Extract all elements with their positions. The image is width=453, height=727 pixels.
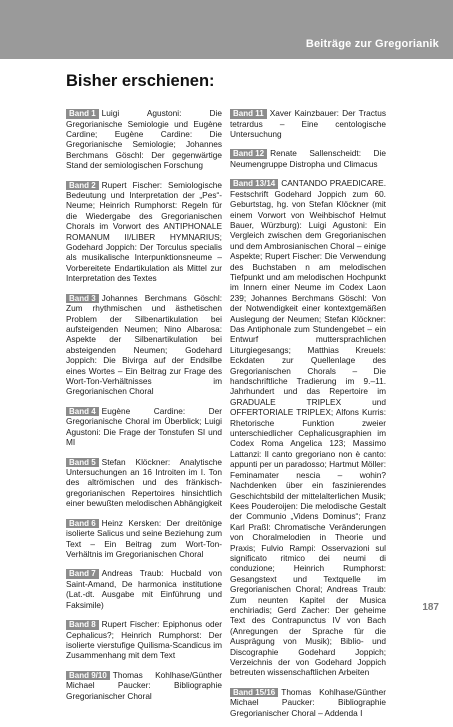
volume-description: Rupert Fischer: Semiologische Bedeutung und Interpretation der „Pes“-Neume; Heinrich Rumphorst: Regeln für die Wiedergabe des Gregorianischen Chorals im Vorwort des ANTIPHONALE ROMANUM II/LIBER HYMNARIUS; Godehard Joppich: Der Torculus specialis als musikalische Interpunktionsneume – Vorbereitete Endartikulation als Mittel zur Interpretation des Textes: [66, 179, 222, 284]
page-number: 187: [422, 602, 439, 613]
volume-badge: Band 7: [66, 569, 99, 579]
volume-entry: [66, 568, 222, 610]
volume-description: CANTANDO PRAEDICARE. Festschrift Godehard Joppich zum 60. Geburtstag, hg. von Stefan Klöckner (mit einem Vorwort von Weihbischof Helmut Bauer, Würzburg): Luigi Agustoni: Ein Vergleich zwischen dem Gregorianischen und dem Ambrosianischen Choral – einige Aspekte; Rupert Fischer: Die Verwendung des Buchstaben n am melodischen Tiefpunkt und am melodischen Hochpunkt im Innern einer Neume im Codex Laon 239; Johannes Berchmans Göschl: Von der Notwendigkeit einer kontextgemäßen Auslegung der Neumen; Stefan Klöckner: Das Antiphonale zum Stundengebet – ein Entwurf muttersprachlichen Liturgiegesangs; Matthias Kreuels: Eckdaten zur Quellenlage des Gregorianischen Chorals – Die handschriftliche Tradierung im 9.–11. Jahrhundert und das Repertoire im GRADUALE TRIPLEX und OFFERTORIALE TRIPLEX; Alfons Kurris: Rhetorische Funktion zweier unterschiedlicher Cephalicusgraphien im Codex Roma Angelica 123; Massimo Lattanzi: Il canto gregoriano non è canto: appunti per un paradosso; Hartmut Möller: Feminamater nescia – wohin? Nachdenken über ein faszinierendes Geschichtsbild der mittelalterlichen Musik; Kees Pouderoijen: Die melodische Gestalt der Communio „Videns Dominus“; Franz Karl Praßl: Chromatische Veränderungen von Choralmelodien in Theorie und Praxis; Fulvio Rampi: Osservazioni sul significato ritmico dei neumi di conduzione; Heinrich Rumphorst: Gesangstext und Textquelle im Gregorianischen Choral; Andreas Traub: Zum neunten Kapitel der Musica enchiriadis; Gerd Zacher: Der geheime Text des Contrapunctus IV von Bach (Anregungen der Sprache für die Ausprägung von Musik); Biblio- und Discographie Godehard Joppich; Verzeichnis der von Godehard Joppich betreuten wissenschaftlichen Arbeiten: [230, 178, 386, 678]
volume-entry: [66, 108, 222, 171]
volume-badge: Band 5: [66, 458, 99, 468]
volume-badge: Band 11: [230, 109, 267, 119]
volume-badge: Band 13/14: [230, 179, 278, 189]
volume-description: Heinz Kersken: Der dreitönige isolierte Salicus und seine Beziehung zum Text – Ein Beitrag zum Wort-Ton-Verhältnis im Gregorianischen Choral: [66, 517, 222, 559]
right-column: [230, 108, 386, 727]
volume-badge: Band 1: [66, 109, 99, 119]
left-column: [66, 108, 222, 710]
volume-badge: Band 12: [230, 149, 267, 159]
volume-description: Rupert Fischer: Epiphonus oder Cephalicus?; Heinrich Rumphorst: Der isolierte vierstufige Quilisma-Scandicus im Zusammenhang mit dem Text: [66, 619, 222, 661]
volume-badge: Band 15/16: [230, 688, 278, 698]
volume-entry: [66, 518, 222, 560]
page-heading: Bisher erschienen:: [66, 72, 215, 90]
volume-entry: [66, 670, 222, 701]
volume-badge: Band 8: [66, 620, 99, 630]
volume-badge: Band 3: [66, 294, 99, 304]
volume-description: Luigi Agustoni: Die Gregorianische Semiologie und Eugène Cardine; Eugène Cardine: Die Gregorianische Semiologie; Johannes Berchmans Göschl: Der gegenwärtige Stand der semiologischen Forschung: [66, 108, 222, 171]
volume-description: Renate Sallenscheidt: Die Neumengruppe Distropha und Climacus: [230, 148, 386, 169]
volume-description: Andreas Traub: Hucbald von Saint-Amand, De harmonica institutione (Lat.-dt. Ausgabe mit Einführung und Faksimile): [66, 568, 222, 610]
volume-description: Xaver Kainzbauer: Der Tractus tetrardus – Eine centologische Untersuchung: [230, 108, 386, 139]
volume-entry: [230, 108, 386, 139]
volume-entry: [230, 148, 386, 169]
volume-entry: [66, 406, 222, 448]
series-title: Beiträge zur Gregorianik: [305, 38, 439, 50]
volume-badge: Band 4: [66, 407, 99, 417]
volume-description: Eugène Cardine: Der Gregorianische Choral im Überblick; Luigi Agustoni: Die Frage der Tonstufen SI und MI: [66, 405, 222, 448]
volume-badge: Band 9/10: [66, 671, 110, 681]
volume-badge: Band 6: [66, 519, 99, 529]
volume-description: Thomas Kohlhase/Günther Michael Paucker: Bibliographie Gregorianischer Choral: [66, 669, 222, 701]
volume-description: Johannes Berchmans Göschl: Zum rhythmischen und ästhetischen Problem der Silbenartikulation bei aufsteigenden Neumen; Nino Albarosa: Aspekte der Silbenartikulation bei absteigenden Neumen; Godehard Joppich: Die Bivirga auf der Endsilbe eines Wortes – Ein Beitrag zur Frage des Wort-Ton-Verhältnisses im Gregorianischen Choral: [66, 292, 222, 397]
header-bar: [0, 0, 453, 59]
volume-entry: [66, 457, 222, 509]
volume-badge: Band 2: [66, 181, 99, 191]
volume-entry: [66, 293, 222, 397]
volume-entry: [230, 178, 386, 678]
volume-entry: [230, 687, 386, 718]
volume-description: Thomas Kohlhase/Günther Michael Paucker: Bibliographie Gregorianischer Choral – Addenda I: [230, 686, 386, 718]
volume-description: Stefan Klöckner: Analytische Untersuchungen an 16 Introiten im I. Ton des altrömischen und des fränkisch-gregorianischen Repertoires hinsichtlich einer bewußten melodischen Abhängigkeit: [66, 456, 222, 509]
volume-entry: [66, 180, 222, 284]
